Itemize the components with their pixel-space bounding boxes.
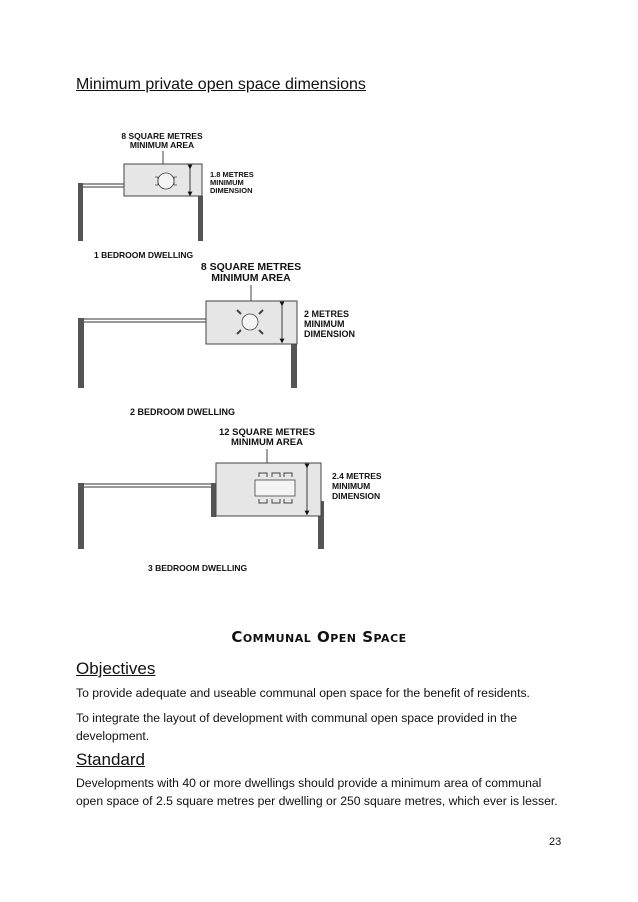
objectives-paragraph: To integrate the layout of development with communal open space provided in the development. <box>76 711 518 743</box>
dimension-label: MINIMUM <box>304 319 345 329</box>
area-label: MINIMUM AREA <box>211 272 291 284</box>
area-label: 12 SQUARE METRES <box>218 427 316 438</box>
area-label: MINIMUM AREA <box>129 140 195 150</box>
wall <box>78 318 84 388</box>
wall <box>198 196 203 241</box>
page-number: 23 <box>549 836 562 848</box>
section-heading: Minimum private open space dimensions <box>76 76 366 93</box>
area-label: 8 SQUARE METRES <box>121 131 203 141</box>
dimension-label: DIMENSION <box>332 491 381 501</box>
area-label: MINIMUM AREA <box>231 437 303 448</box>
diagram-1-bedroom <box>78 131 254 260</box>
dimension-label: 2.4 METRES <box>332 471 382 481</box>
dimension-label: DIMENSION <box>210 186 253 195</box>
standard-heading: Standard <box>76 750 145 769</box>
standard-paragraph: Developments with 40 or more dwellings should provide a minimum area of communal open space of 2.5 square metres per dwelling or 250 square metres, which ever is lesser. <box>76 776 558 808</box>
dimension-label: MINIMUM <box>210 178 244 187</box>
dwelling-label: 2 BEDROOM DWELLING <box>130 407 235 417</box>
dwelling-label: 1 BEDROOM DWELLING <box>94 250 194 260</box>
table-icon <box>242 314 258 330</box>
objectives-paragraph: To provide adequate and useable communal open space for the benefit of residents. <box>76 686 530 700</box>
dimension-label: 2 METRES <box>304 309 350 319</box>
area-label: 8 SQUARE METRES <box>200 261 302 273</box>
dimension-label: DIMENSION <box>304 329 356 339</box>
diagram-3-bedroom <box>78 427 382 573</box>
dimension-label: MINIMUM <box>332 481 371 491</box>
wall <box>78 483 84 549</box>
wall <box>78 183 83 241</box>
table-icon <box>158 173 174 189</box>
wall <box>291 344 297 388</box>
table-icon <box>255 480 295 496</box>
communal-open-space-title: Communal Open Space <box>231 628 407 646</box>
diagram-2-bedroom <box>78 261 355 417</box>
objectives-heading: Objectives <box>76 659 156 678</box>
dimension-label: 1.8 METRES <box>210 170 254 179</box>
dwelling-label: 3 BEDROOM DWELLING <box>148 563 248 573</box>
wall <box>211 483 216 517</box>
